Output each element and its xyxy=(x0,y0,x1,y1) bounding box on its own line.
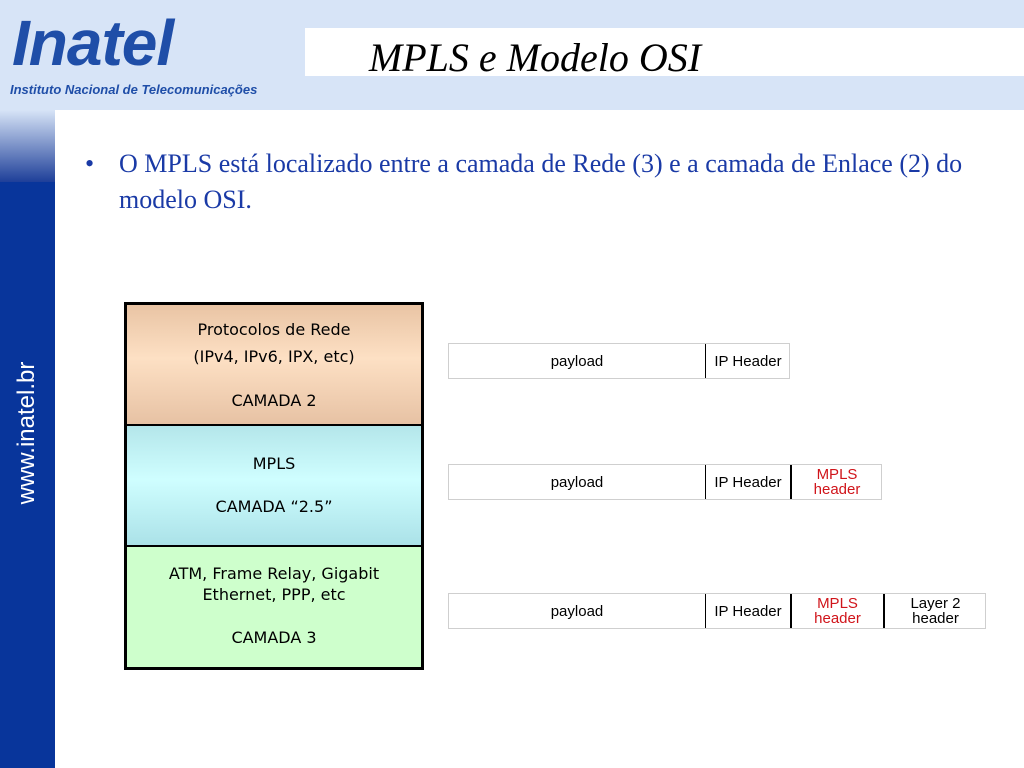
ip-header-cell: IP Header xyxy=(714,473,782,491)
link-layer-title-line2: Ethernet, PPP, etc xyxy=(202,585,346,604)
mpls-header-cell xyxy=(792,465,882,499)
mpls-header-cell xyxy=(792,594,883,628)
osi-stack xyxy=(124,302,424,670)
bullet-marker: • xyxy=(85,149,95,178)
mpls-header-line1: MPLS xyxy=(817,595,858,612)
layer2-header-cell xyxy=(885,594,986,628)
sidebar-url: www.inatel.br xyxy=(13,361,40,505)
packet-layer2 xyxy=(448,593,986,629)
logo: Inatel xyxy=(12,7,174,79)
mpls-layer-label: CAMADA “2.5” xyxy=(215,497,333,516)
payload-cell: payload xyxy=(550,352,604,370)
layer2-header-line2: header xyxy=(912,610,959,627)
network-layer-protocols: (IPv4, IPv6, IPX, etc) xyxy=(193,347,355,366)
ip-header-cell: IP Header xyxy=(714,602,782,620)
payload-cell: payload xyxy=(550,473,604,491)
header-gradient xyxy=(0,110,55,182)
packet-ip xyxy=(448,343,790,379)
link-layer-label: CAMADA 3 xyxy=(231,628,317,647)
packet-mpls xyxy=(448,464,882,500)
mpls-header-line2: header xyxy=(814,610,861,627)
mpls-header-line1: MPLS xyxy=(816,466,858,483)
link-layer-box xyxy=(127,547,421,667)
mpls-layer-box xyxy=(127,426,421,547)
ip-header-cell: IP Header xyxy=(714,352,782,370)
link-layer-title-line1: ATM, Frame Relay, Gigabit xyxy=(168,564,380,583)
mpls-header-line2: header xyxy=(813,481,861,498)
logo-subtitle: Instituto Nacional de Telecomunicações xyxy=(10,82,258,97)
network-layer-box xyxy=(127,305,421,426)
payload-cell: payload xyxy=(550,602,604,620)
mpls-layer-title: MPLS xyxy=(252,454,296,473)
bullet-text: O MPLS está localizado entre a camada de Rede (3) e a camada de Enlace (2) do modelo OSI. xyxy=(119,149,963,214)
layer2-header-line1: Layer 2 xyxy=(910,595,961,612)
network-layer-title: Protocolos de Rede xyxy=(197,320,351,339)
network-layer-label: CAMADA 2 xyxy=(231,391,317,410)
page-title: MPLS e Modelo OSI xyxy=(368,35,702,80)
